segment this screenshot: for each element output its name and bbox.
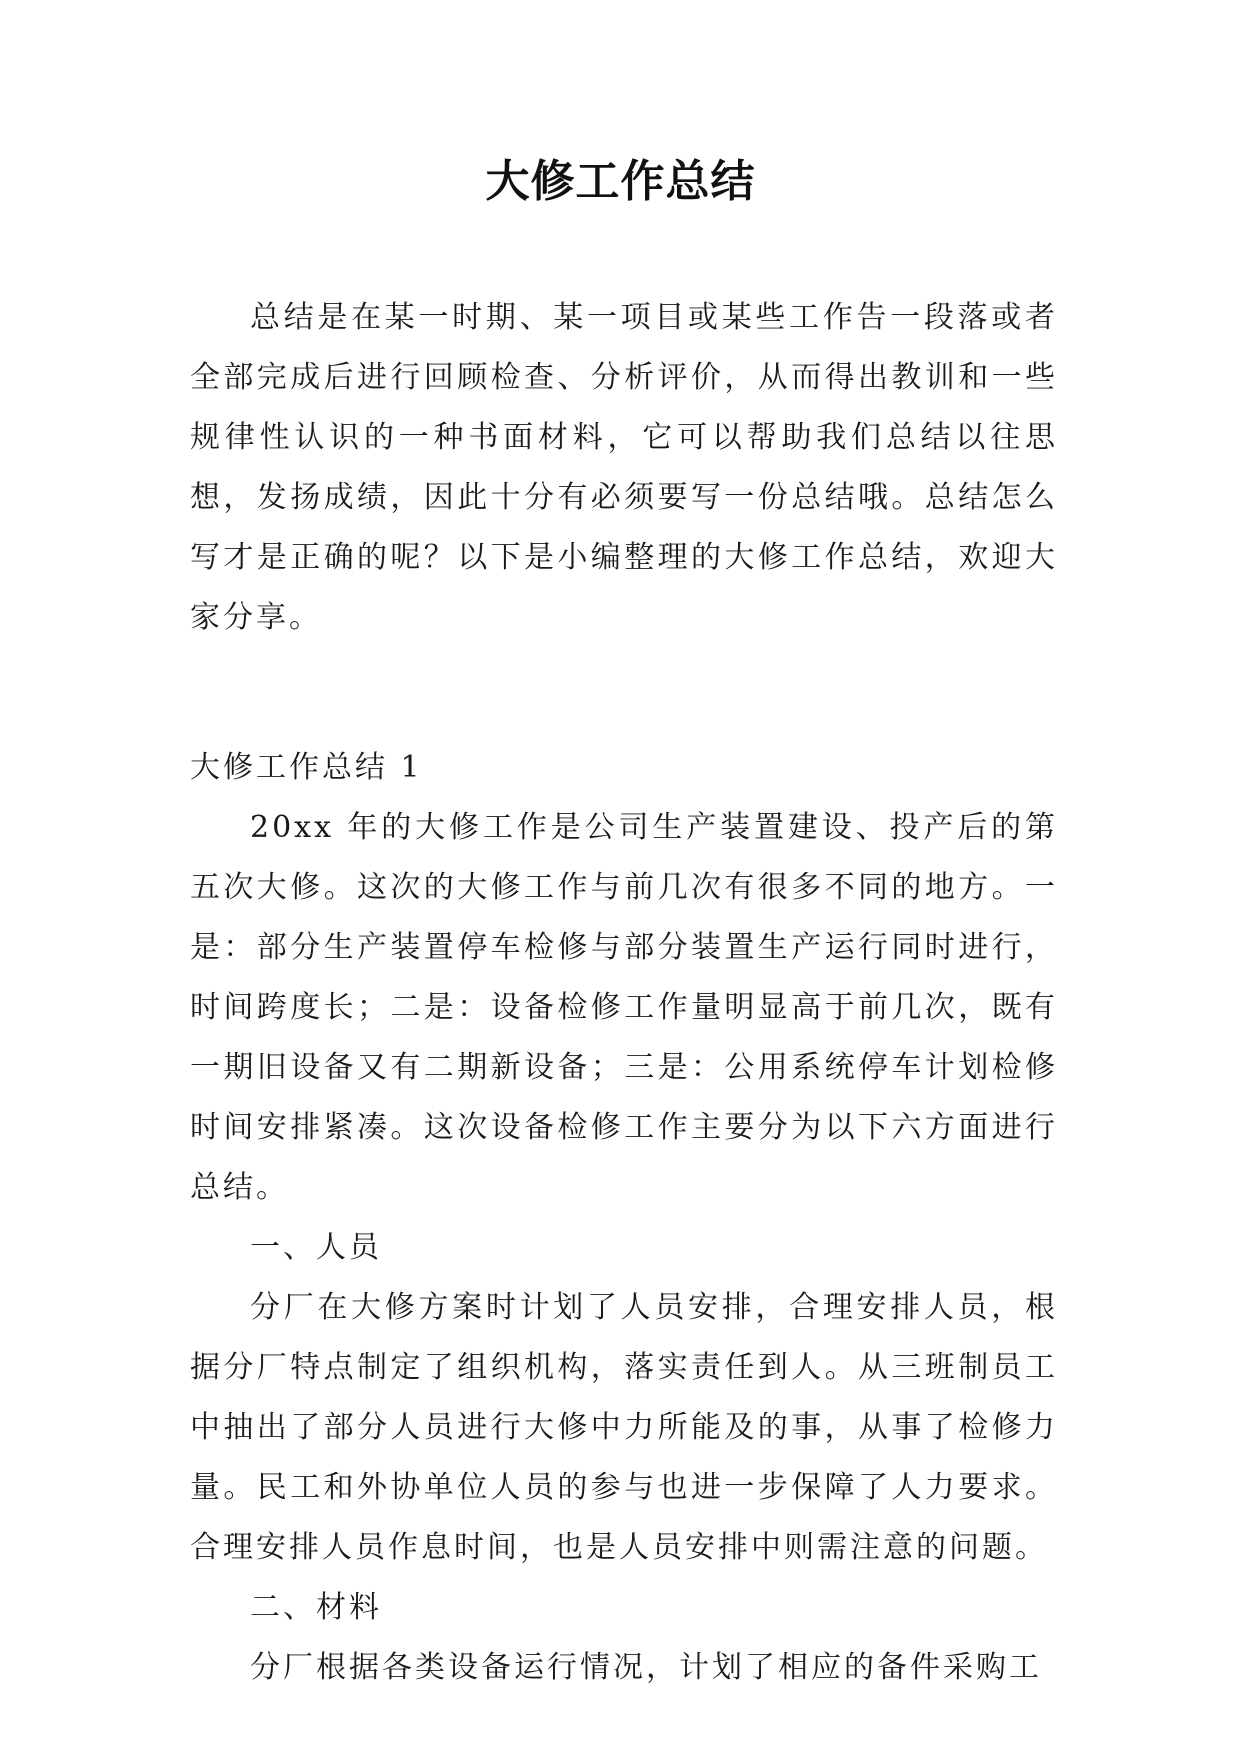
paragraph-materials: 分厂根据各类设备运行情况，计划了相应的备件采购工 [250, 1650, 1042, 1685]
section-spacer [190, 648, 1058, 738]
paragraph-background: 20xx 年的大修工作是公司生产装置建设、投产后的第五次大修。这次的大修工作与前几次有很多不同的地方。一是：部分生产装置停车检修与部分装置生产运行同时进行，时间跨度长；二是：设备检修工作量明显高于前几次，既有一期旧设备又有二期新设备；三是：公用系统停车计划检修时间安排紧凑。这次设备检修工作主要分为以下六方面进行总结。 [190, 810, 1058, 1205]
section-title: 大修工作总结 1 [190, 750, 423, 785]
heading-personnel: 一、人员 [250, 1230, 382, 1265]
paragraph-personnel: 分厂在大修方案时计划了人员安排，合理安排人员，根据分厂特点制定了组织机构，落实责任到人。从三班制员工中抽出了部分人员进行大修中力所能及的事，从事了检修力量。民工和外协单位人员的参与也进一步保障了人力要求。合理安排人员作息时间，也是人员安排中则需注意的问题。 [190, 1290, 1058, 1565]
heading-materials: 二、材料 [250, 1590, 382, 1625]
document-title: 大修工作总结 [485, 156, 756, 207]
intro-paragraph: 总结是在某一时期、某一项目或某些工作告一段落或者全部完成后进行回顾检查、分析评价，从而得出教训和一些规律性认识的一种书面材料，它可以帮助我们总结以往思想，发扬成绩，因此十分有必须要写一份总结哦。总结怎么写才是正确的呢？以下是小编整理的大修工作总结，欢迎大家分享。 [190, 300, 1058, 635]
document-body [190, 288, 1058, 1698]
